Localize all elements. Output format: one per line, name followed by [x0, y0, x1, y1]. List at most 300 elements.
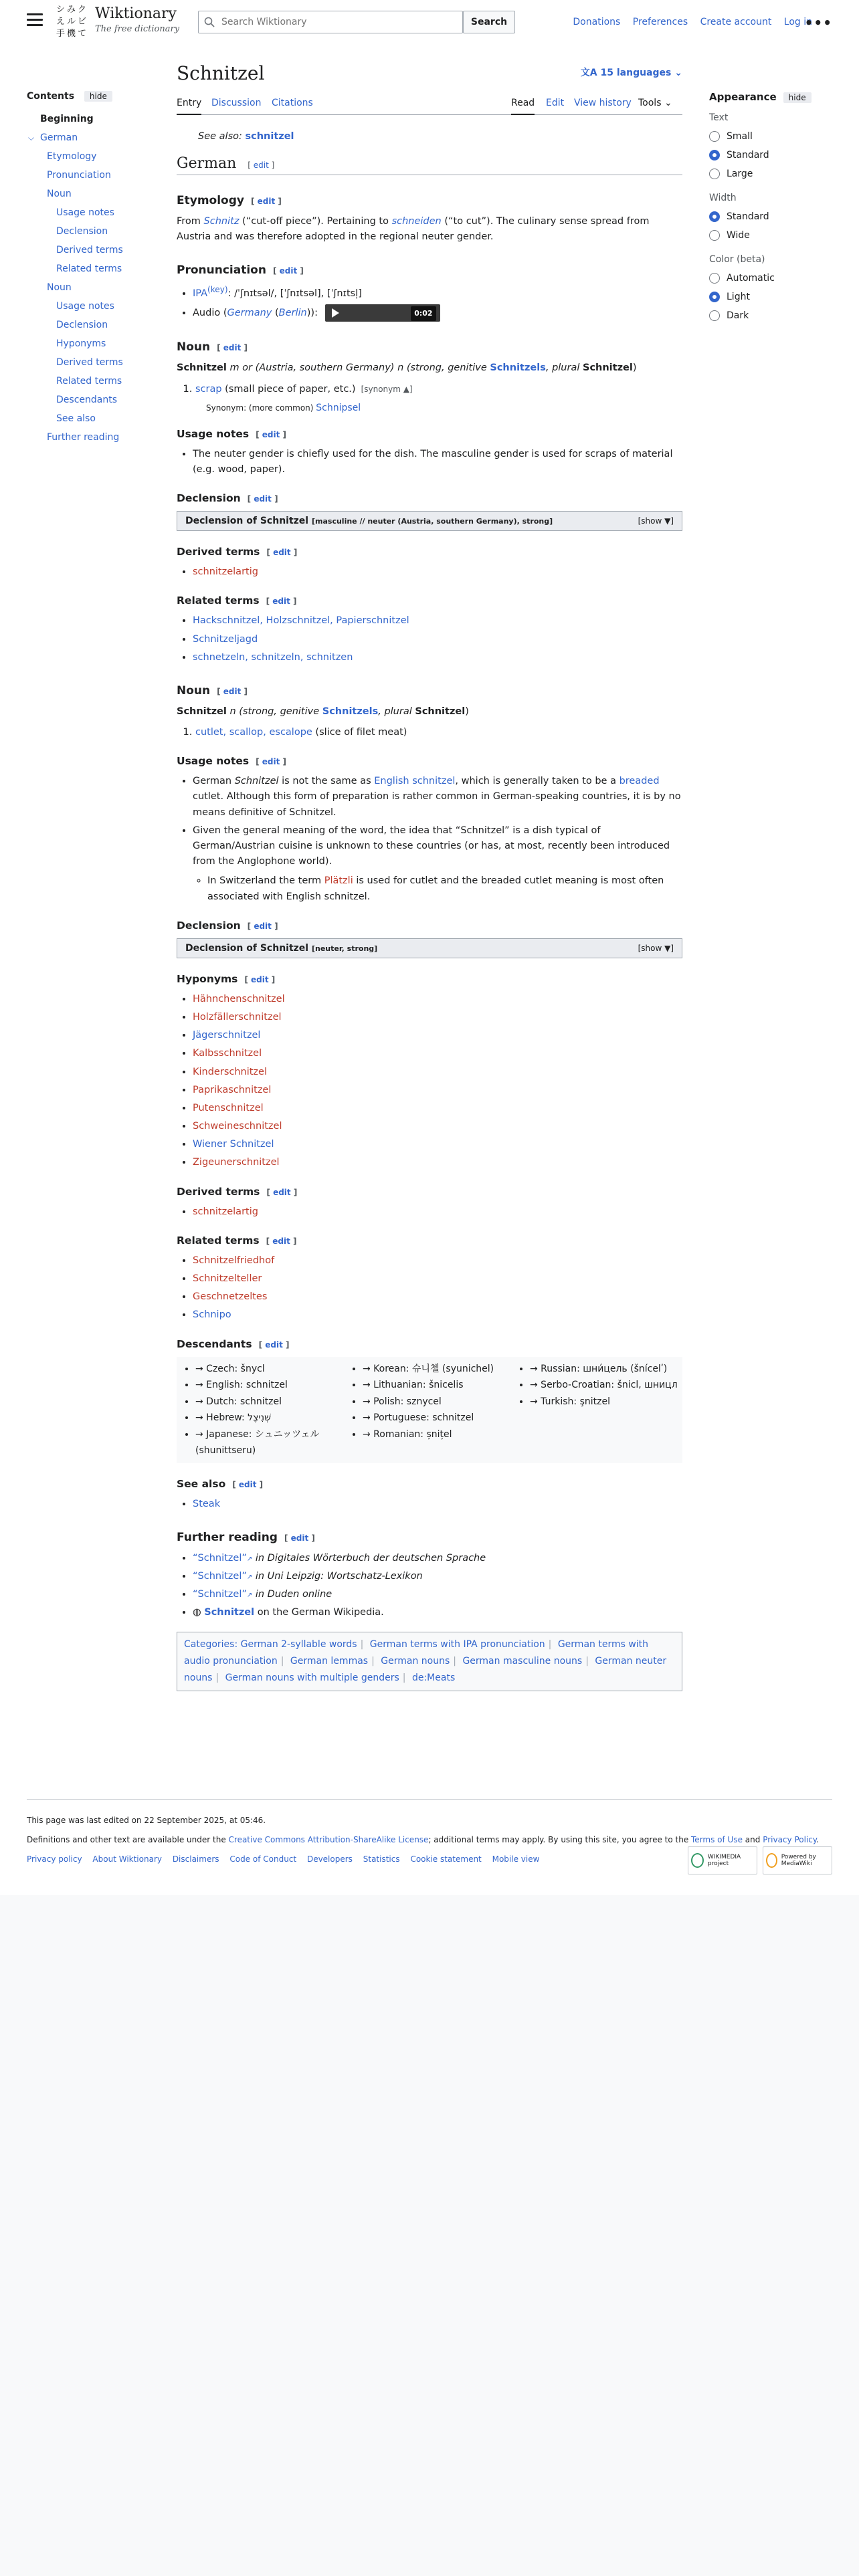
category-link[interactable]: German 2-syllable words [240, 1638, 357, 1650]
svg-text:シ: シ [56, 5, 66, 15]
noun-heading [177, 340, 682, 354]
toc-hide-button[interactable]: hide [84, 91, 112, 102]
audio-label: Audio ( [193, 308, 227, 319]
edit-label[interactable]: edit [223, 343, 242, 353]
show-toggle[interactable]: [show ▼] [638, 943, 674, 953]
external-link-icon: ↗ [246, 1555, 253, 1563]
see-also-link-steak[interactable]: Steak [193, 1498, 221, 1509]
toc-item-related-terms-2[interactable]: Related terms [56, 376, 122, 387]
toc-item-noun[interactable]: Noun [47, 189, 72, 199]
usage-notes-heading-2 [177, 755, 682, 767]
search-box [198, 11, 463, 33]
declension-subtitle: [neuter, strong] [311, 944, 378, 953]
edit-section-link[interactable]: [ edit ] [284, 1533, 315, 1543]
option-label: Light [727, 292, 750, 302]
radio-selected-icon[interactable] [709, 211, 720, 222]
definition-text: (small piece of paper, etc.) [221, 383, 356, 395]
option-label: Small [727, 131, 753, 142]
reference-source: on the German Wikipedia. [254, 1607, 384, 1618]
svg-text:え: え [56, 17, 66, 27]
category-link[interactable]: German nouns with multiple genders [225, 1672, 399, 1683]
edit-section-link[interactable]: [ edit ] [258, 1339, 290, 1350]
toc-item-descendants[interactable]: Descendants [56, 395, 117, 405]
terms-link[interactable]: Terms of Use [691, 1835, 743, 1845]
edit-label[interactable]: edit [257, 197, 276, 206]
edit-section-link[interactable]: [ edit ] [247, 494, 278, 504]
descendant-item[interactable]: • → Hebrew: שְׁנִיצֶל [195, 1410, 351, 1426]
tools-label: Tools [638, 98, 662, 108]
categories-box: Categories: German 2-syllable words | German terms with IPA pronunciation | German terms with audio pronunciation | German lemmas | German nouns | German masculine nouns | German neuter nouns | German nouns with multiple genders | de:Meats [177, 1632, 682, 1692]
toc-item-hyponyms[interactable]: Hyponyms [56, 338, 106, 349]
tab-read[interactable]: Read [511, 98, 535, 115]
audio-duration: 0:02 [411, 306, 436, 321]
reference-source: in Uni Leipzig: Wortschatz-Lexikon [252, 1570, 423, 1582]
category-link[interactable]: German lemmas [290, 1655, 369, 1667]
footer-link[interactable]: Developers [306, 1854, 353, 1864]
badge-label: WIKIMEDIA project [707, 1854, 741, 1867]
footer-link[interactable]: Code of Conduct [229, 1854, 297, 1864]
pronunciation-list [177, 284, 682, 322]
ipa-key-link[interactable]: (key) [207, 285, 228, 295]
categories-label[interactable]: Categories: [184, 1638, 238, 1650]
usage-notes-heading [177, 428, 682, 440]
language-count: 15 languages [600, 68, 672, 78]
hyponym-link[interactable]: Schweineschnitzel [193, 1121, 282, 1132]
headword: Schnitzel [177, 362, 227, 374]
gender-info: n (strong, genitive [226, 706, 322, 717]
mediawiki-logo-icon [766, 1853, 777, 1868]
descendant-item[interactable]: • → English: schnitzel [195, 1377, 351, 1394]
heading-text: Derived terms [177, 546, 260, 558]
radio-icon[interactable] [709, 230, 720, 241]
related-term-link[interactable]: Schnitzelteller [193, 1273, 262, 1285]
toc-item-derived-terms[interactable]: Derived terms [56, 245, 123, 255]
category-link[interactable]: German nouns [381, 1655, 450, 1667]
hyponym-link[interactable]: Paprikaschnitzel [193, 1084, 272, 1095]
related-term-link[interactable]: Schnipo [193, 1309, 231, 1321]
edit-label[interactable]: edit [279, 266, 298, 276]
license-link[interactable]: Creative Commons Attribution-ShareAlike License [228, 1835, 429, 1845]
descendant-item[interactable]: • → Korean: 슈니첼 (syunichel) [363, 1361, 518, 1378]
etymology-link-schnitz[interactable]: Schnitz [203, 216, 240, 227]
reference-link[interactable]: “Schnitzel” [193, 1552, 247, 1564]
text-size-label: Text [709, 112, 729, 123]
definition-link-scrap[interactable]: scrap [195, 383, 222, 395]
toc-item-etymology[interactable]: Etymology [47, 151, 97, 162]
license-text: Definitions and other text are available under the Creative Commons Attribution-ShareAlike License; additional terms may apply. By using this site, you agree to the Terms of Use and Privacy Policy. [27, 1835, 820, 1845]
usage-subnote: ◦ In Switzerland the term Plätzli is used for cutlet and the breaded cutlet meaning is most often associated with English schnitzel. [207, 873, 682, 904]
derived-term-link[interactable]: schnitzelartig [193, 1206, 258, 1217]
further-reading-list [177, 1551, 682, 1621]
toc-item-further-reading[interactable]: Further reading [47, 432, 120, 443]
chevron-down-icon[interactable]: ⌵ [28, 133, 35, 142]
tab-entry[interactable]: Entry [177, 98, 201, 115]
radio-icon[interactable] [709, 169, 720, 179]
toc-item-usage-notes[interactable]: Usage notes [56, 207, 114, 218]
descendant-item[interactable]: • → Russian: шни́цель (šnícelʹ) [530, 1361, 685, 1378]
hyponyms-heading [177, 973, 682, 985]
edit-label[interactable]: edit [251, 974, 269, 984]
descendant-item[interactable]: • → Lithuanian: šnicelis [363, 1377, 518, 1394]
descendant-item[interactable]: • → Serbo-Croatian: šnicl, шницл [530, 1377, 685, 1394]
show-toggle[interactable]: [show ▼] [638, 516, 674, 526]
derived-terms-heading-2 [177, 1186, 682, 1198]
related-term-link[interactable]: Schnitzelfriedhof [193, 1255, 275, 1266]
radio-icon[interactable] [709, 310, 720, 321]
text-size-small-option[interactable] [709, 127, 836, 146]
toc-item-declension[interactable]: Declension [56, 226, 108, 237]
category-link[interactable]: German terms with IPA pronunciation [369, 1638, 545, 1650]
edit-section-link[interactable]: [ edit ] [232, 1479, 264, 1489]
synonym-toggle[interactable]: [synonym ▲] [361, 384, 413, 394]
logo-tagline: The free dictionary [95, 24, 180, 34]
related-term-link[interactable]: Hackschnitzel, Holzschnitzel, Papierschnitzel [193, 615, 409, 627]
play-icon[interactable] [332, 308, 339, 318]
create-account-link[interactable]: Create account [700, 17, 772, 27]
edit-section-link[interactable]: [ edit ] [256, 429, 287, 439]
definition-item [195, 725, 682, 740]
translate-icon: 文A [580, 68, 601, 78]
option-label: Wide [727, 230, 750, 241]
edit-label[interactable]: edit [272, 597, 290, 607]
preferences-link[interactable]: Preferences [632, 17, 688, 27]
option-label: Standard [727, 150, 769, 160]
descendant-item[interactable]: • → Portuguese: schnitzel [363, 1410, 518, 1426]
heading-text: Usage notes [177, 755, 250, 768]
descendant-item[interactable]: • → Romanian: șnițel [363, 1426, 518, 1443]
svg-text:ク: ク [78, 5, 87, 15]
text: (“cut-off piece”). Pertaining to [239, 216, 392, 227]
noun-headword-line: Schnitzel n (strong, genitive Schnitzels, plural Schnitzel) [177, 706, 469, 717]
heading-text: Related terms [177, 595, 260, 607]
page-background-bottom [0, 1895, 859, 2576]
heading-text: Hyponyms [177, 972, 238, 985]
color-automatic-option[interactable] [709, 269, 836, 288]
edit-section-link[interactable]: [ edit ] [217, 343, 248, 353]
reference-source: in Duden online [252, 1589, 332, 1600]
edit-section-link[interactable]: [ edit ] [250, 197, 282, 206]
tools-menu[interactable] [638, 98, 672, 108]
noun-heading-2 [177, 684, 682, 697]
english-schnitzel-link[interactable]: English schnitzel [374, 776, 456, 787]
wikipedia-icon: ◍ [193, 1607, 205, 1618]
see-also-link[interactable]: schnitzel [245, 131, 294, 142]
ipa-link[interactable]: IPA [193, 288, 208, 300]
ipa-item [193, 284, 682, 302]
declension-table-collapsed[interactable] [177, 511, 682, 531]
svg-text:ル: ル [67, 17, 76, 27]
personal-tools [563, 17, 812, 27]
text-size-large-option[interactable] [709, 165, 836, 183]
plural-form: Schnitzel [583, 362, 633, 374]
related-term-link[interactable]: schnetzeln, schnitzeln, schnitzen [193, 651, 353, 663]
footer-link[interactable]: Cookie statement [410, 1854, 482, 1864]
toc-item-beginning[interactable]: Beginning [40, 114, 94, 124]
mediawiki-badge[interactable] [763, 1846, 832, 1874]
color-label: Color (beta) [709, 254, 765, 265]
wikimedia-badge[interactable] [688, 1846, 757, 1874]
hyponym-link[interactable]: Putenschnitzel [193, 1102, 264, 1113]
language-heading-german [177, 155, 682, 175]
radio-selected-icon[interactable] [709, 150, 720, 160]
see-also-heading [177, 1478, 682, 1490]
search-button[interactable]: Search [463, 11, 515, 33]
text-size-group [709, 112, 836, 183]
synonym-link-schnipsel[interactable]: Schnipsel [316, 402, 361, 413]
text: From [177, 216, 204, 227]
heading-text: Etymology [177, 194, 244, 207]
derived-terms-heading [177, 546, 682, 558]
heading-text: Declension [177, 492, 241, 505]
appearance-hide-button[interactable]: hide [783, 92, 812, 103]
edit-section-link[interactable]: [ edit ] [244, 974, 276, 984]
footer-link[interactable]: Statistics [363, 1854, 400, 1864]
toc-item-label[interactable]: German [40, 132, 78, 143]
page-tabs [177, 91, 682, 115]
svg-text:み: み [67, 5, 76, 15]
footer-link[interactable]: Mobile view [492, 1854, 540, 1864]
descendants-box [177, 1357, 682, 1463]
color-light-option[interactable] [709, 288, 836, 306]
definition-list [177, 382, 682, 397]
edit-label[interactable]: edit [262, 429, 280, 439]
privacy-link[interactable]: Privacy Policy [763, 1835, 817, 1845]
tab-discussion[interactable]: Discussion [211, 98, 262, 108]
log-in-link[interactable]: Log in [783, 17, 812, 27]
plural-label: , plural [378, 706, 415, 717]
hyponym-link[interactable]: Jägerschnitzel [193, 1030, 261, 1041]
definition-item [195, 382, 682, 397]
toc-item-derived-terms-2[interactable]: Derived terms [56, 357, 123, 368]
tab-edit[interactable]: Edit [546, 98, 565, 108]
more-options-icon[interactable]: ••• [804, 15, 832, 31]
heading-text: Derived terms [177, 1185, 260, 1198]
declension-heading [177, 492, 682, 504]
descendant-item[interactable]: • → Czech: šnycl [195, 1361, 351, 1378]
heading-text: German [177, 155, 237, 172]
synonym-line [206, 403, 682, 413]
edit-section-link[interactable]: [ edit ] [217, 686, 248, 696]
hyponym-link[interactable]: Kalbsschnitzel [193, 1048, 262, 1059]
radio-icon[interactable] [709, 131, 720, 142]
footer-link[interactable]: Disclaimers [172, 1854, 219, 1864]
toc-item-pronunciation[interactable]: Pronunciation [47, 170, 111, 181]
donations-link[interactable]: Donations [573, 17, 621, 27]
plural-form: Schnitzel [415, 706, 466, 717]
related-terms-heading-2 [177, 1235, 682, 1247]
svg-text:手: 手 [56, 29, 66, 39]
edit-section-link[interactable]: [ edit ] [266, 548, 298, 558]
hyponym-link[interactable]: Holzfällerschnitzel [193, 1011, 282, 1023]
hyponym-link[interactable]: Wiener Schnitzel [193, 1139, 274, 1150]
definition-links[interactable]: cutlet, scallop, escalope [195, 727, 312, 738]
toc-item-declension-2[interactable]: Declension [56, 320, 108, 330]
related-term-link[interactable]: Geschnetzeltes [193, 1291, 268, 1303]
language-button[interactable] [581, 66, 682, 79]
derived-term-link[interactable]: schnitzelartig [193, 566, 258, 578]
descendant-item[interactable]: • → Dutch: schnitzel [195, 1394, 351, 1410]
heading-text: Noun [177, 683, 211, 697]
heading-text: Related terms [177, 1234, 260, 1247]
declension-title: Declension of Schnitzel [185, 516, 309, 527]
option-label: Automatic [727, 273, 775, 284]
reference-link[interactable]: “Schnitzel” [193, 1570, 247, 1582]
platzli-link[interactable]: Plätzli [324, 875, 353, 887]
reference-source: in Digitales Wörterbuch der deutschen Sprache [252, 1552, 486, 1564]
chevron-down-icon: ⌄ [671, 68, 682, 78]
see-also-hatnote [198, 131, 682, 142]
color-group [709, 254, 836, 325]
text-size-standard-option[interactable] [709, 146, 836, 165]
page-footer [27, 1799, 832, 1873]
headword: Schnitzel [177, 706, 227, 717]
edit-section-link[interactable]: [ edit ] [256, 757, 287, 767]
toc-item-related-terms[interactable]: Related terms [56, 263, 122, 274]
heading-text: Usage notes [177, 427, 250, 440]
radio-icon[interactable] [709, 273, 720, 284]
etymology-text [177, 214, 682, 245]
footer-link[interactable]: About Wiktionary [92, 1854, 162, 1864]
hyponym-link[interactable]: Zigeunerschnitzel [193, 1157, 280, 1168]
appearance-title: Appearance [709, 91, 777, 103]
hyponym-link[interactable]: Kinderschnitzel [193, 1066, 267, 1077]
gender-info: m or (Austria, southern Germany) n (strong, genitive [226, 362, 490, 374]
search-icon [204, 17, 215, 27]
edit-label[interactable]: edit [254, 494, 272, 504]
color-dark-option[interactable] [709, 306, 836, 325]
edit-label[interactable]: edit [262, 757, 280, 767]
descendant-item[interactable]: • → Polish: sznycel [363, 1394, 518, 1410]
etymology-heading [177, 194, 682, 207]
audio-region-link[interactable]: Germany [227, 308, 272, 319]
edit-section-link[interactable]: [ edit ] [266, 597, 297, 607]
edit-label[interactable]: edit [273, 1187, 291, 1197]
edit-section-link[interactable]: [ edit ] [272, 266, 304, 276]
heading-text: Noun [177, 340, 211, 354]
edit-label[interactable]: edit [238, 1479, 257, 1489]
edit-label[interactable]: edit [223, 686, 242, 696]
toc-item-noun-2[interactable]: Noun [47, 282, 72, 293]
etymology-link-schneiden[interactable]: schneiden [391, 216, 442, 227]
toc-title: Contents [27, 91, 75, 102]
descendant-item[interactable]: • → Turkish: şnitzel [530, 1394, 685, 1410]
descendants-heading [177, 1338, 682, 1350]
width-wide-option[interactable] [709, 226, 836, 245]
related-terms-heading [177, 595, 682, 607]
edit-section-link[interactable]: [ edit ] [247, 921, 278, 931]
edit-section-link[interactable]: [ edit ] [266, 1187, 298, 1197]
plural-label: , plural [545, 362, 583, 374]
hyponym-link[interactable]: Hähnchenschnitzel [193, 993, 285, 1004]
wikipedia-link[interactable]: Schnitzel [204, 1607, 255, 1618]
external-link-icon: ↗ [246, 1592, 253, 1600]
width-label: Width [709, 193, 737, 203]
breaded-link[interactable]: breaded [619, 776, 660, 787]
edit-label[interactable]: edit [273, 548, 291, 558]
edit-label[interactable]: edit [265, 1339, 283, 1350]
ipa-value: : /ˈʃnɪtsəl/, [ˈʃnɪtsəl], [ˈʃnɪtsl̩] [227, 288, 362, 300]
pronunciation-heading [177, 263, 682, 277]
page-title: Schnitzel [177, 62, 265, 84]
edit-section-link[interactable]: [ edit ] [248, 160, 275, 170]
edit-label[interactable]: edit [254, 921, 272, 931]
option-label: Dark [727, 310, 749, 321]
width-group [709, 193, 836, 245]
svg-text:ビ: ビ [78, 17, 87, 27]
edit-label[interactable]: edit [253, 160, 269, 170]
category-link[interactable]: German neuter nouns [184, 1655, 667, 1683]
svg-text:機: 機 [67, 29, 76, 39]
wikimedia-logo-icon [691, 1853, 704, 1868]
further-reading-heading [177, 1531, 682, 1544]
heading-text: Descendants [177, 1337, 252, 1350]
category-link[interactable]: de:Meats [411, 1672, 456, 1683]
svg-text:て: て [78, 29, 87, 39]
main-menu-icon[interactable] [27, 13, 43, 27]
radio-selected-icon[interactable] [709, 292, 720, 302]
toc-item-usage-notes-2[interactable]: Usage notes [56, 301, 114, 312]
last-edited-text: This page was last edited on 22 September 2025, at 05:46. [27, 1816, 266, 1825]
audio-player[interactable] [325, 304, 440, 322]
edit-label[interactable]: edit [290, 1533, 309, 1543]
text: (“to cut”). The culinary sense spread from Austria and was therefore adopted in the regional neuter gender. [177, 216, 650, 243]
declension-heading-2 [177, 920, 682, 932]
see-also-prefix: See also: [198, 131, 242, 142]
search-input[interactable] [220, 15, 454, 29]
toc-header [27, 91, 167, 102]
site-header [0, 0, 859, 44]
table-of-contents [27, 91, 167, 447]
declension-table-collapsed[interactable] [177, 938, 682, 958]
genitive-link[interactable]: Schnitzels [490, 362, 546, 374]
heading-text: Declension [177, 919, 241, 932]
usage-note: • The neuter gender is chiefly used for the dish. The masculine gender is used for scraps of material (e.g. wood, paper). [193, 447, 682, 477]
noun-headword-line: Schnitzel m or (Austria, southern Germany) n (strong, genitive Schnitzels, plural Schnitzel) [177, 362, 637, 374]
heading-text: Pronunciation [177, 263, 266, 278]
footer-link[interactable]: Privacy policy [27, 1854, 82, 1864]
declension-title: Declension of Schnitzel [185, 942, 309, 954]
definition-text: (slice of filet meat) [312, 727, 407, 738]
usage-note: • Given the general meaning of the word, the idea that “Schnitzel” is a dish typical of German/Austrian cuisine is unknown to these countries (or has, at most, recently been introduced from the Anglophone world). ◦ In Switzerland the term Plätzli is used for cutlet and the breaded cutlet meaning is most often associated with English schnitzel. [193, 823, 682, 905]
logo-title[interactable]: Wiktionary [95, 5, 177, 22]
audio-item: • Audio (Germany (Berlin)): 0:02 [193, 304, 682, 322]
edit-label[interactable]: edit [272, 1236, 290, 1246]
appearance-panel [709, 91, 836, 334]
audio-city-link[interactable]: Berlin [278, 308, 307, 319]
option-label: Standard [727, 211, 769, 222]
main-content [177, 60, 682, 1691]
heading-text: See also [177, 1477, 226, 1490]
category-link[interactable]: German terms with audio pronunciation [184, 1638, 649, 1667]
wiktionary-logo-icon[interactable] [55, 3, 90, 39]
genitive-link[interactable]: Schnitzels [322, 706, 379, 717]
synonym-prefix: Synonym: (more common) [206, 403, 316, 413]
tab-view-history[interactable]: View history [574, 98, 632, 108]
declension-subtitle: [masculine // neuter (Austria, southern Germany), strong] [311, 517, 553, 526]
toc-item-german[interactable] [27, 128, 167, 147]
width-standard-option[interactable] [709, 207, 836, 226]
tab-citations[interactable]: Citations [272, 98, 313, 108]
related-term-link[interactable]: Schnitzeljagd [193, 633, 258, 645]
usage-note: • German Schnitzel is not the same as English schnitzel, which is generally taken to be a breaded cutlet. Although this form of preparation is rather common in German-speaking countries, it is by no means definitive of Schnitzel. [193, 774, 682, 821]
edit-section-link[interactable]: [ edit ] [266, 1236, 297, 1246]
option-label: Large [727, 169, 753, 179]
toc-item-see-also[interactable]: See also [56, 413, 96, 424]
category-link[interactable]: German masculine nouns [462, 1655, 583, 1667]
reference-link[interactable]: “Schnitzel” [193, 1589, 247, 1600]
heading-text: Further reading [177, 1530, 278, 1544]
descendant-item[interactable]: • → Japanese: シュニッツェル (shunittseru) [195, 1426, 351, 1459]
